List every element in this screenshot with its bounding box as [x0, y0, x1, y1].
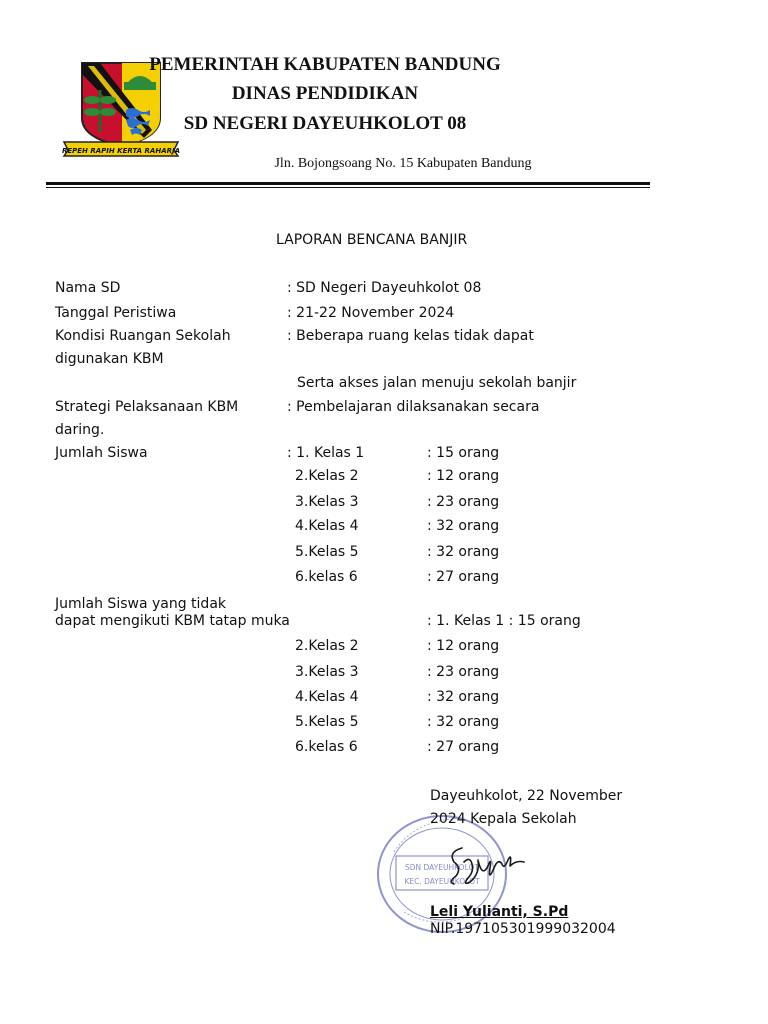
nama-sd-label: Nama SD: [55, 280, 121, 296]
signature-role: 2024 Kepala Sekolah: [430, 811, 577, 827]
list-item: : 23 orang: [427, 494, 500, 510]
header-line-3: SD NEGERI DAYEUHKOLOT 08: [183, 113, 467, 134]
jumlah-siswa-label: Jumlah Siswa: [55, 445, 148, 461]
list-item: 3.Kelas 3: [295, 494, 359, 510]
tanggal-label: Tanggal Peristiwa: [55, 305, 177, 321]
list-item: 2.Kelas 2: [295, 638, 359, 654]
kondisi-label-2: digunakan KBM: [55, 351, 164, 367]
kondisi-value-2: Serta akses jalan menuju sekolah banjir: [297, 375, 577, 391]
strategi-label-1: Strategi Pelaksanaan KBM: [55, 399, 239, 415]
list-item: : 23 orang: [427, 664, 500, 680]
list-item: 4.Kelas 4: [295, 518, 359, 534]
list-item: : 1. Kelas 1: [287, 445, 365, 461]
list-item: : 32 orang: [427, 518, 500, 534]
header-divider-thin: [46, 187, 650, 188]
jumlah-tidak-label-1: Jumlah Siswa yang tidak: [55, 596, 227, 612]
list-item: : 12 orang: [427, 638, 500, 654]
list-item: 5.Kelas 5: [295, 544, 359, 560]
list-item: 6.kelas 6: [295, 739, 358, 755]
list-item: : 32 orang: [427, 544, 500, 560]
list-item: 2.Kelas 2: [295, 468, 359, 484]
list-item: : 27 orang: [427, 569, 500, 585]
list-item: : 12 orang: [427, 468, 500, 484]
nama-sd-value: : SD Negeri Dayeuhkolot 08: [287, 280, 482, 296]
header-divider: [46, 182, 650, 185]
svg-text:KEC. DAYEUHKOLOT: KEC. DAYEUHKOLOT: [404, 877, 480, 886]
header-address: Jln. Bojongsoang No. 15 Kabupaten Bandung: [274, 156, 532, 171]
signatory-nip: NIP.197105301999032004: [430, 921, 616, 937]
list-item: 3.Kelas 3: [295, 664, 359, 680]
list-item: 4.Kelas 4: [295, 689, 359, 705]
list-item: 6.kelas 6: [295, 569, 358, 585]
svg-text:REPEH RAPIH KERTA RAHARJA: REPEH RAPIH KERTA RAHARJA: [61, 147, 181, 155]
list-item: : 15 orang: [427, 445, 500, 461]
strategi-label-2: daring.: [55, 422, 105, 438]
list-item: : 32 orang: [427, 689, 500, 705]
strategi-value: : Pembelajaran dilaksanakan secara: [287, 399, 540, 415]
svg-text:SDN DAYEUHKOLOT: SDN DAYEUHKOLOT: [405, 863, 479, 872]
handwritten-signature: [440, 838, 530, 894]
header-line-2: DINAS PENDIDIKAN: [231, 83, 419, 104]
list-item: : 27 orang: [427, 739, 500, 755]
header-line-1: PEMERINTAH KABUPATEN BANDUNG: [149, 54, 501, 75]
list-item: : 1. Kelas 1 : 15 orang: [427, 613, 581, 629]
signatory-name: Leli Yulianti, S.Pd: [430, 904, 569, 920]
jumlah-tidak-label-2: dapat mengikuti KBM tatap muka: [55, 613, 290, 629]
kondisi-value-1: : Beberapa ruang kelas tidak dapat: [287, 328, 534, 344]
tanggal-value: : 21-22 November 2024: [287, 305, 455, 321]
list-item: : 32 orang: [427, 714, 500, 730]
kondisi-label-1: Kondisi Ruangan Sekolah: [55, 328, 231, 344]
report-title: LAPORAN BENCANA BANJIR: [276, 232, 468, 248]
signature-place-date: Dayeuhkolot, 22 November: [430, 788, 623, 804]
list-item: 5.Kelas 5: [295, 714, 359, 730]
